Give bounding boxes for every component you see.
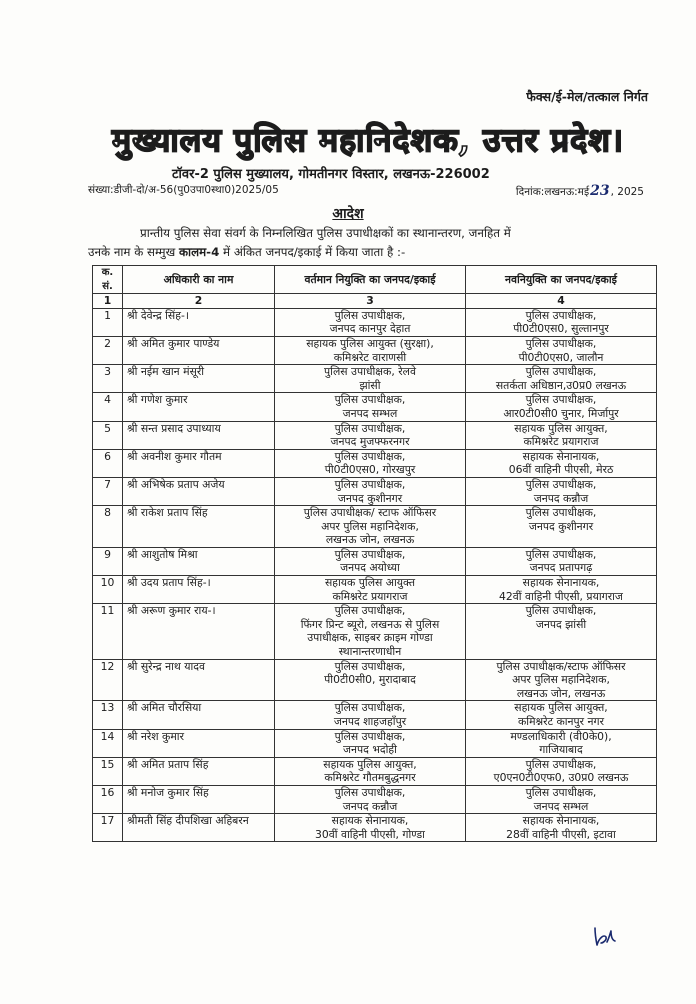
serial-number: 2	[93, 336, 123, 364]
date-year: , 2025	[610, 186, 644, 198]
posting-line: पुलिस उपाधीक्षक, रेलवे	[324, 365, 416, 379]
serial-number: 4	[93, 393, 123, 421]
officer-name: श्री अवनीश कुमार गौतम	[123, 449, 275, 477]
current-posting	[275, 701, 466, 729]
posting-line: सहायक सेनानायक,	[331, 814, 409, 828]
posting-line: अपर पुलिस महानिदेशक,	[512, 673, 610, 687]
column-number: 2	[123, 294, 275, 309]
posting-line: सहायक पुलिस आयुक्त,	[514, 701, 608, 715]
table-row	[93, 365, 657, 393]
posting-line: आर0टी0सी0 चुनार, मिर्जापुर	[503, 406, 619, 420]
new-posting	[466, 729, 657, 757]
serial-number: 6	[93, 449, 123, 477]
posting-line: सहायक पुलिस आयुक्त (सुरक्षा),	[306, 336, 434, 350]
current-posting-header: वर्तमान नियुक्ति का जनपद/इकाई	[275, 266, 466, 294]
serial-number: 7	[93, 477, 123, 505]
posting-line: 30वीं वाहिनी पीएसी, गोण्डा	[315, 827, 425, 841]
column-number: 4	[466, 294, 657, 309]
column-number: 1	[93, 294, 123, 309]
current-posting	[275, 659, 466, 701]
posting-line: पुलिस उपाधीक्षक,	[525, 757, 597, 771]
intro-text-a: उनके नाम के सम्मुख	[88, 245, 179, 259]
posting-line: 42वीं वाहिनी पीएसी, प्रयागराज	[499, 589, 623, 603]
signature-initials	[592, 924, 618, 948]
table-row	[93, 785, 657, 813]
posting-line: लखनऊ जोन, लखनऊ	[516, 686, 606, 700]
posting-line: जनपद मुजफ्फरनगर	[330, 435, 410, 449]
table-row	[93, 506, 657, 548]
current-posting	[275, 393, 466, 421]
posting-line: जनपद सम्भल	[533, 799, 589, 813]
current-posting	[275, 576, 466, 604]
organization-heading: मुख्यालय पुलिस महानिदेशक, उत्तर प्रदेश।	[111, 121, 625, 159]
posting-line: पुलिस उपाधीक्षक,	[334, 729, 406, 743]
posting-line: पुलिस उपाधीक्षक,	[525, 547, 597, 561]
posting-line: पुलिस उपाधीक्षक,	[334, 701, 406, 715]
posting-line: सतर्कता अधिष्ठान,उ0प्र0 लखनऊ	[495, 378, 627, 392]
table-row	[93, 421, 657, 449]
serial-number: 14	[93, 729, 123, 757]
table-body	[93, 308, 657, 842]
posting-line: स्थानान्तरणाधीन	[338, 645, 402, 659]
officer-name: श्री अभिषेक प्रताप अजेय	[123, 477, 275, 505]
posting-line: पुलिस उपाधीक्षक,	[525, 477, 597, 491]
new-posting	[466, 576, 657, 604]
office-address: टॉवर-2 पुलिस मुख्यालय, गोमतीनगर विस्तार, लखनऊ-226002	[172, 167, 490, 182]
current-posting	[275, 421, 466, 449]
current-posting	[275, 449, 466, 477]
posting-line: जनपद कन्नौज	[533, 491, 589, 505]
posting-line: पुलिस उपाधीक्षक,	[334, 659, 406, 673]
table-row	[93, 308, 657, 336]
new-posting	[466, 449, 657, 477]
current-posting	[275, 547, 466, 575]
new-posting	[466, 604, 657, 659]
date-prefix: दिनांक:लखनऊ:मई	[515, 186, 590, 198]
officer-name: श्री नईम खान मंसूरी	[123, 365, 275, 393]
serial-number: 8	[93, 506, 123, 548]
posting-line: पुलिस उपाधीक्षक,	[334, 604, 406, 618]
officer-name: श्री सुरेन्द्र नाथ यादव	[123, 659, 275, 701]
officer-name: श्री नरेश कुमार	[123, 729, 275, 757]
posting-line: कमिश्नरेट गौतमबुद्धनगर	[324, 771, 416, 785]
posting-line: कमिश्नरेट कानपुर नगर	[517, 715, 604, 728]
order-title: आदेश	[332, 206, 364, 222]
posting-line: पुलिस उपाधीक्षक,	[525, 308, 597, 322]
column-number: 3	[275, 294, 466, 309]
new-posting	[466, 421, 657, 449]
officer-name: श्री मनोज कुमार सिंह	[123, 785, 275, 813]
table-row	[93, 547, 657, 575]
posting-line: कमिश्नरेट प्रयागराज	[523, 435, 599, 449]
posting-line: पुलिस उपाधीक्षक/स्टाफ ऑफिसर	[496, 659, 626, 673]
posting-line: ए0एन0टी0एफ0, उ0प्र0 लखनऊ	[493, 771, 629, 785]
table-row	[93, 449, 657, 477]
fax-email-urgent-line: फैक्स/ई-मेल/तत्काल निर्गत	[526, 89, 648, 104]
posting-line: पी0टी0एस0, गोरखपुर	[324, 463, 416, 477]
posting-line: जनपद कुशीनगर	[528, 519, 594, 533]
serial-number: 12	[93, 659, 123, 701]
posting-line: पुलिस उपाधीक्षक,	[525, 506, 597, 520]
posting-line: पुलिस उपाधीक्षक,	[334, 449, 406, 463]
serial-number: 17	[93, 814, 123, 842]
posting-line: पुलिस उपाधीक्षक,	[525, 336, 597, 350]
posting-line: झांसी	[359, 378, 381, 392]
new-posting	[466, 477, 657, 505]
table-row	[93, 336, 657, 364]
table-row	[93, 477, 657, 505]
current-posting	[275, 604, 466, 659]
officer-name: श्री अरूण कुमार राय-।	[123, 604, 275, 659]
current-posting	[275, 477, 466, 505]
posting-line: जनपद कुशीनगर	[337, 491, 403, 505]
serial-header: क. सं.	[93, 266, 123, 294]
posting-line: पी0टी0एस0, जालौन	[518, 350, 604, 364]
posting-line: जनपद भदोही	[343, 743, 397, 757]
posting-line: सहायक पुलिस आयुक्त	[324, 576, 416, 590]
serial-number: 3	[93, 365, 123, 393]
posting-line: पुलिस उपाधीक्षक,	[334, 477, 406, 491]
posting-line: जनपद कन्नौज	[342, 799, 398, 813]
posting-line: जनपद प्रतापगढ़	[529, 561, 593, 575]
posting-line: उपाधीक्षक, साइबर क्राइम गोण्डा	[307, 631, 433, 645]
posting-line: जनपद अयोध्या	[340, 561, 400, 575]
new-posting	[466, 336, 657, 364]
posting-line: पुलिस उपाधीक्षक,	[334, 393, 406, 407]
serial-number: 5	[93, 421, 123, 449]
new-posting	[466, 757, 657, 785]
posting-line: सहायक सेनानायक,	[522, 814, 600, 828]
posting-line: जनपद सम्भल	[342, 406, 398, 420]
current-posting	[275, 814, 466, 842]
current-posting	[275, 506, 466, 548]
posting-line: लखनऊ जोन, लखनऊ	[325, 533, 415, 547]
posting-line: कमिश्नरेट प्रयागराज	[332, 589, 408, 603]
officer-name-header: अधिकारी का नाम	[123, 266, 275, 294]
issue-date	[516, 183, 644, 199]
new-posting	[466, 393, 657, 421]
officer-name: श्री अमित कुमार पाण्डेय	[123, 336, 275, 364]
posting-line: पुलिस उपाधीक्षक,	[334, 547, 406, 561]
officer-name: श्री राकेश प्रताप सिंह	[123, 506, 275, 548]
posting-line: सहायक पुलिस आयुक्त,	[323, 757, 417, 771]
new-posting-header: नवनियुक्ति का जनपद/इकाई	[466, 266, 657, 294]
officer-name: श्री सन्त प्रसाद उपाध्याय	[123, 421, 275, 449]
date-day-handwritten: 23	[590, 183, 610, 199]
officer-name: श्रीमती सिंह दीपशिखा अहिबरन	[123, 814, 275, 842]
column-reference: कालम-4	[179, 245, 220, 259]
new-posting	[466, 659, 657, 701]
posting-line: पुलिस उपाधीक्षक/ स्टाफ ऑफिसर	[303, 506, 437, 520]
new-posting	[466, 308, 657, 336]
order-intro	[88, 224, 654, 262]
intro-text-c: में अंकित जनपद/इकाई में किया जाता है :-	[219, 245, 406, 259]
current-posting	[275, 785, 466, 813]
current-posting	[275, 729, 466, 757]
posting-line: 28वीं वाहिनी पीएसी, इटावा	[506, 827, 616, 841]
transfer-table	[92, 265, 657, 842]
serial-number: 13	[93, 701, 123, 729]
posting-line: कमिश्नरेट वाराणसी	[333, 350, 407, 364]
posting-line: जनपद शाहजहाँपुर	[333, 715, 407, 728]
table-row	[93, 604, 657, 659]
posting-line: पुलिस उपाधीक्षक,	[525, 393, 597, 407]
posting-line: पुलिस उपाधीक्षक,	[525, 365, 597, 379]
current-posting	[275, 336, 466, 364]
current-posting	[275, 365, 466, 393]
officer-name: श्री अमित प्रताप सिंह	[123, 757, 275, 785]
new-posting	[466, 814, 657, 842]
reference-number: संख्या:डीजी-दो/अ-56(पु0उपा0स्था0)2025/05	[88, 184, 279, 196]
posting-line: जनपद झांसी	[535, 617, 587, 631]
serial-number: 15	[93, 757, 123, 785]
intro-line-1: प्रान्तीय पुलिस सेवा संवर्ग के निम्नलिखित पुलिस उपाधीक्षकों का स्थानान्तरण, जनहित में	[140, 226, 511, 240]
posting-line: जनपद कानपुर देहात	[329, 322, 411, 336]
current-posting	[275, 308, 466, 336]
serial-number: 1	[93, 308, 123, 336]
officer-name: श्री उदय प्रताप सिंह-।	[123, 576, 275, 604]
table-row	[93, 393, 657, 421]
table-row	[93, 701, 657, 729]
officer-name: श्री गणेश कुमार	[123, 393, 275, 421]
posting-line: मण्डलाधिकारी (वी0के0),	[510, 729, 612, 743]
table-row	[93, 814, 657, 842]
officer-name: श्री देवेन्द्र सिंह-।	[123, 308, 275, 336]
posting-line: सहायक सेनानायक,	[522, 449, 600, 463]
posting-line: गाजियाबाद	[539, 743, 583, 757]
intro-line-2	[88, 243, 654, 262]
posting-line: पुलिस उपाधीक्षक,	[334, 421, 406, 435]
posting-line: सहायक सेनानायक,	[522, 576, 600, 590]
posting-line: पुलिस उपाधीक्षक,	[525, 785, 597, 799]
table-row	[93, 729, 657, 757]
officer-name: श्री आशुतोष मिश्रा	[123, 547, 275, 575]
new-posting	[466, 506, 657, 548]
table-row	[93, 659, 657, 701]
table-row	[93, 757, 657, 785]
current-posting	[275, 757, 466, 785]
posting-line: अपर पुलिस महानिदेशक,	[321, 519, 419, 533]
column-number-row	[93, 294, 657, 309]
posting-line: पुलिस उपाधीक्षक,	[334, 785, 406, 799]
officer-name: श्री अमित चौरसिया	[123, 701, 275, 729]
header-row	[93, 266, 657, 294]
serial-number: 16	[93, 785, 123, 813]
new-posting	[466, 547, 657, 575]
serial-number: 11	[93, 604, 123, 659]
posting-line: पुलिस उपाधीक्षक,	[525, 604, 597, 618]
posting-line: पी0टी0सी0, मुरादाबाद	[324, 673, 416, 687]
new-posting	[466, 701, 657, 729]
serial-number: 9	[93, 547, 123, 575]
table-row	[93, 576, 657, 604]
new-posting	[466, 785, 657, 813]
new-posting	[466, 365, 657, 393]
posting-line: पुलिस उपाधीक्षक,	[334, 308, 406, 322]
serial-number: 10	[93, 576, 123, 604]
posting-line: 06वीं वाहिनी पीएसी, मेरठ	[508, 463, 614, 477]
posting-line: पी0टी0एस0, सुल्तानपुर	[513, 322, 609, 336]
posting-line: फिंगर प्रिन्ट ब्यूरो, लखनऊ से पुलिस	[300, 617, 440, 631]
posting-line: सहायक पुलिस आयुक्त,	[514, 421, 608, 435]
